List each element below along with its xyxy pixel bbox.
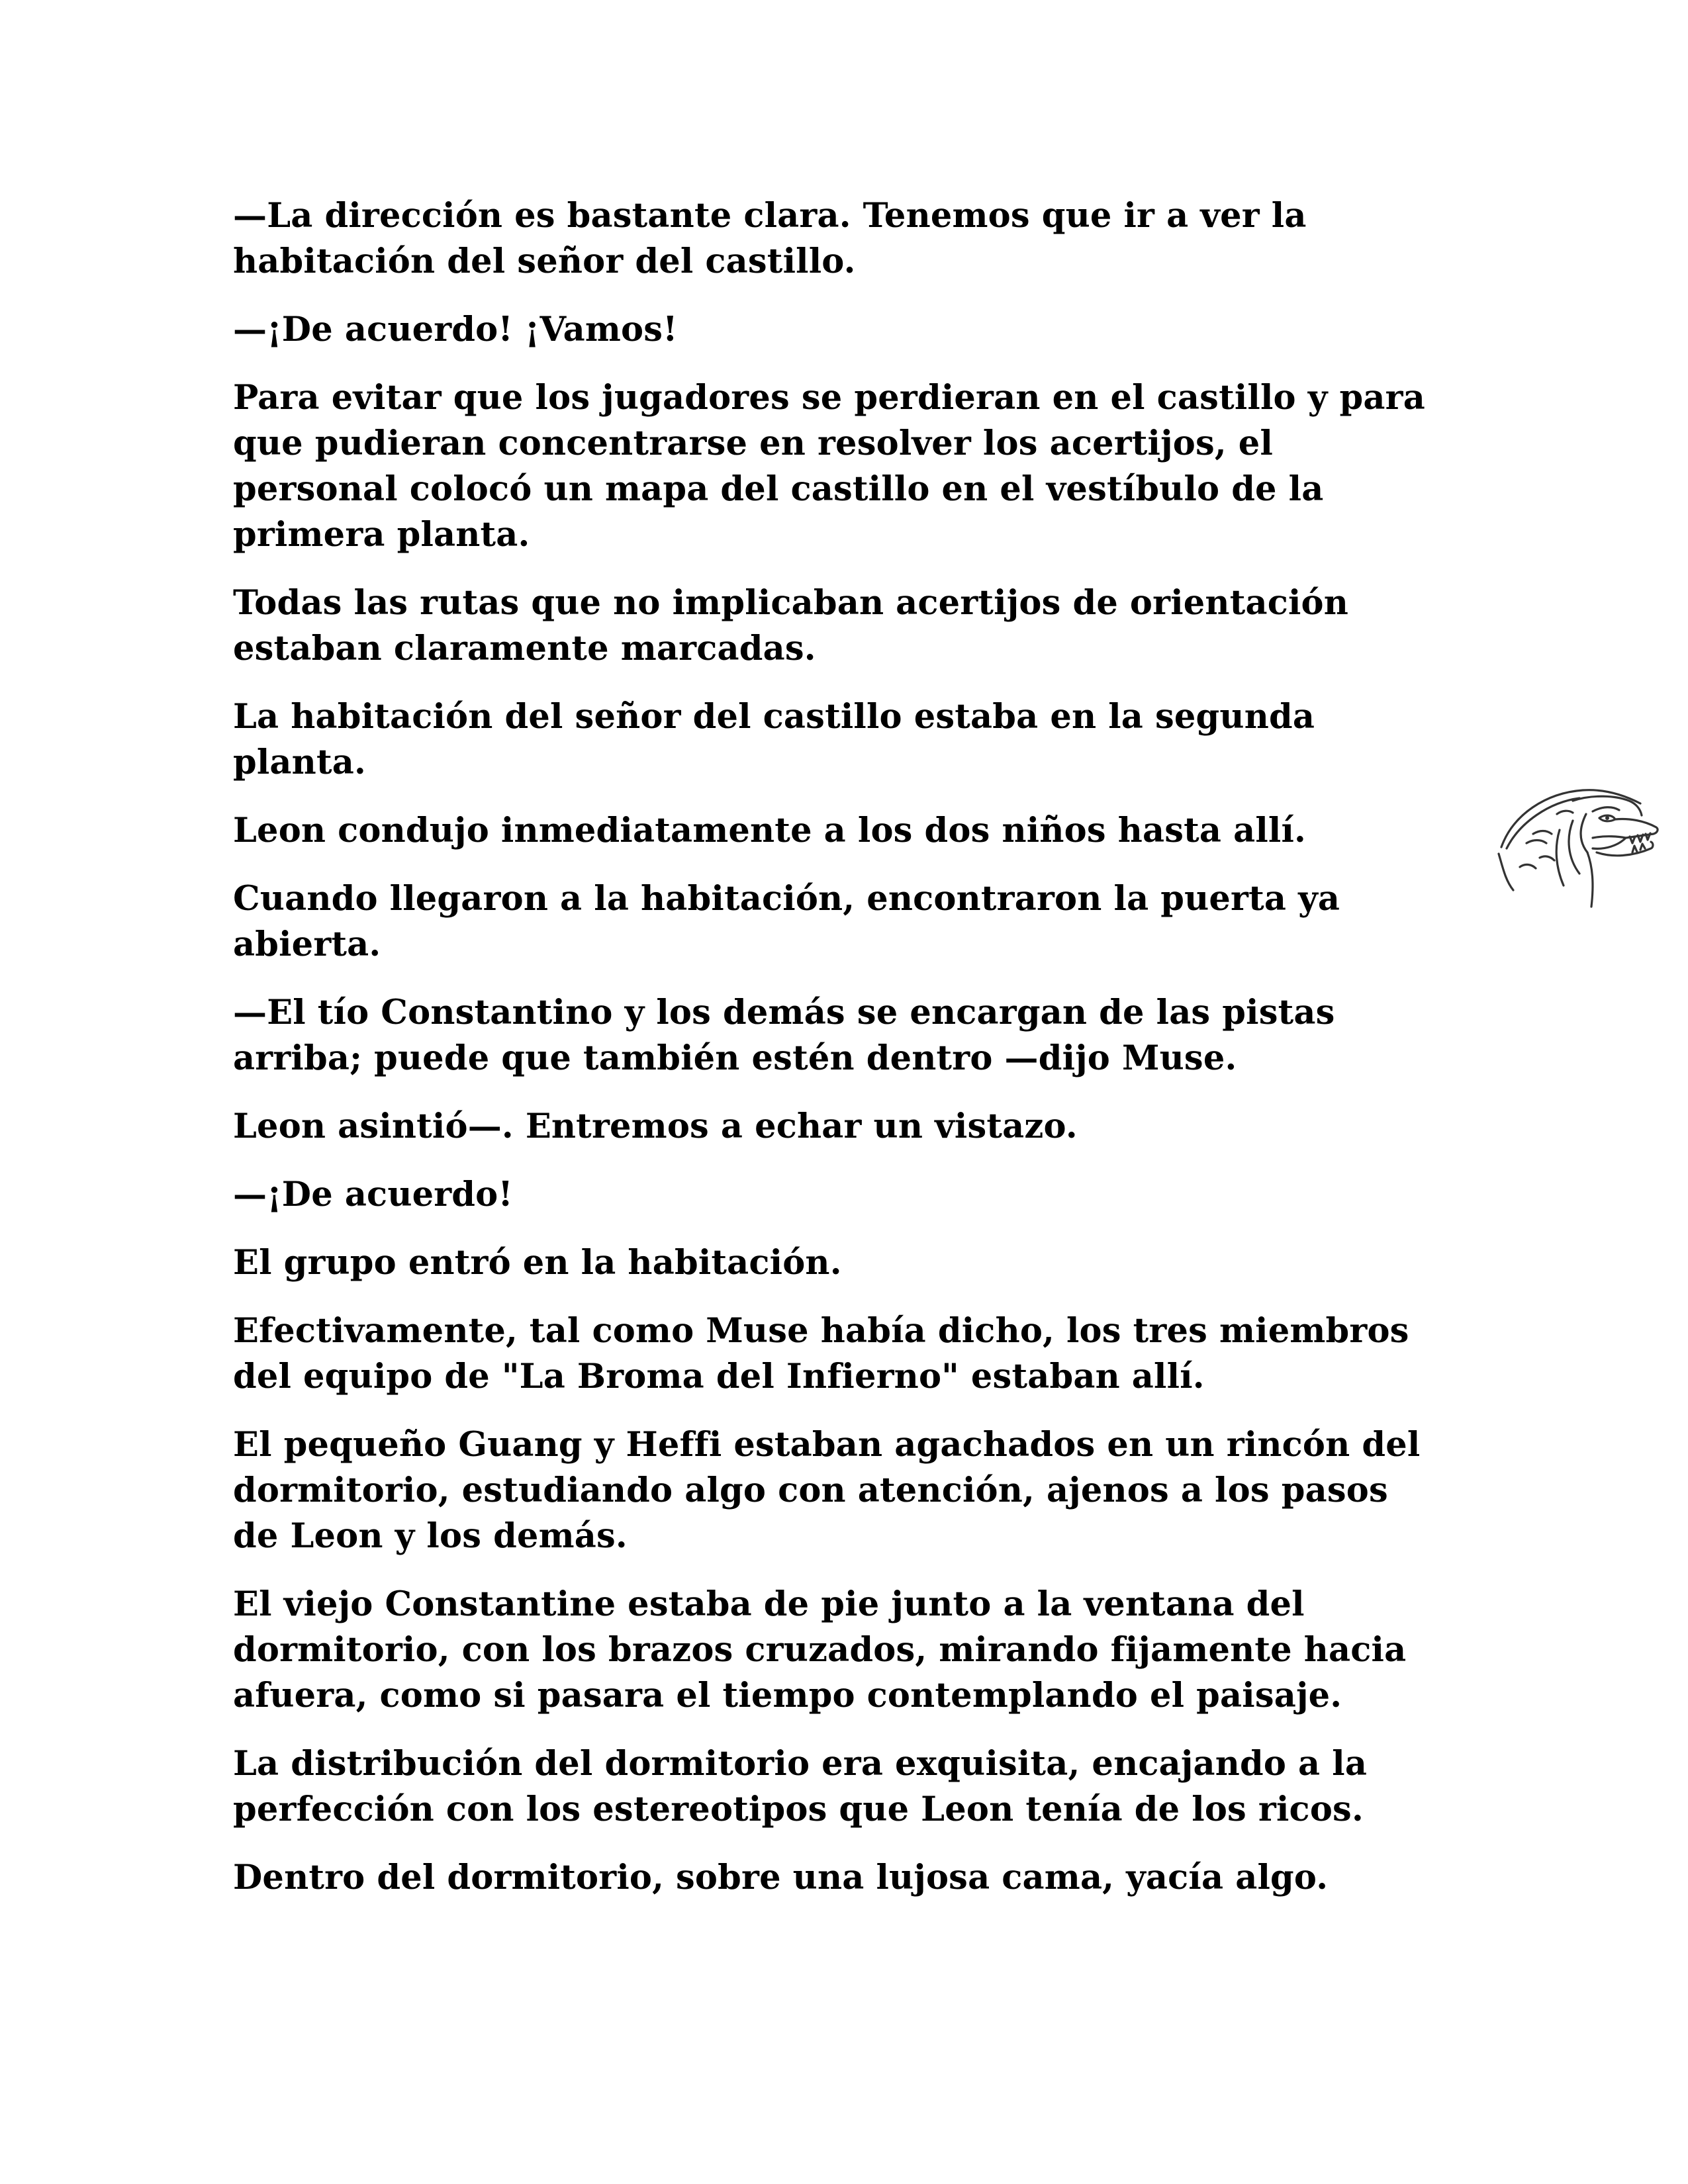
paragraph: —La dirección es bastante clara. Tenemos que ir a ver la habitación del señor del castillo.	[233, 196, 1307, 281]
paragraph: Dentro del dormitorio, sobre una lujosa cama, yacía algo.	[233, 1858, 1329, 1897]
paragraph: —¡De acuerdo! ¡Vamos!	[233, 310, 678, 349]
paragraph: —El tío Constantino y los demás se encargan de las pistas arriba; puede que también estén dentro —dijo Muse.	[233, 993, 1335, 1078]
paragraph: Efectivamente, tal como Muse había dicho, los tres miembros del equipo de "La Broma del Infierno" estaban allí.	[233, 1311, 1409, 1396]
paragraph: La distribución del dormitorio era exquisita, encajando a la perfección con los estereotipos que Leon tenía de los ricos.	[233, 1744, 1368, 1829]
paragraph: Cuando llegaron a la habitación, encontraron la puerta ya abierta.	[233, 879, 1340, 964]
paragraph: La habitación del señor del castillo estaba en la segunda planta.	[233, 697, 1315, 782]
paragraph: Leon asintió—. Entremos a echar un vistazo.	[233, 1107, 1078, 1146]
paragraph: Leon condujo inmediatamente a los dos niños hasta allí.	[233, 811, 1307, 850]
paragraph: El viejo Constantine estaba de pie junto a la ventana del dormitorio, con los brazos cruzados, mirando fijamente hacia afuera, como si pasara el tiempo contemplando el paisaje.	[233, 1584, 1407, 1715]
paragraph: El grupo entró en la habitación.	[233, 1243, 842, 1283]
paragraph: El pequeño Guang y Heffi estaban agachados en un rincón del dormitorio, estudiando algo con atención, ajenos a los pasos de Leon y los demás.	[233, 1425, 1421, 1556]
body-text	[233, 193, 1444, 1923]
paragraph: Para evitar que los jugadores se perdieran en el castillo y para que pudieran concentrarse en resolver los acertijos, el personal colocó un mapa del castillo en el vestíbulo de la primera planta.	[233, 378, 1425, 555]
paragraph: Todas las rutas que no implicaban acertijos de orientación estaban claramente marcadas.	[233, 583, 1349, 668]
paragraph: —¡De acuerdo!	[233, 1175, 513, 1214]
dinosaur-head-sketch-icon	[1493, 774, 1665, 927]
